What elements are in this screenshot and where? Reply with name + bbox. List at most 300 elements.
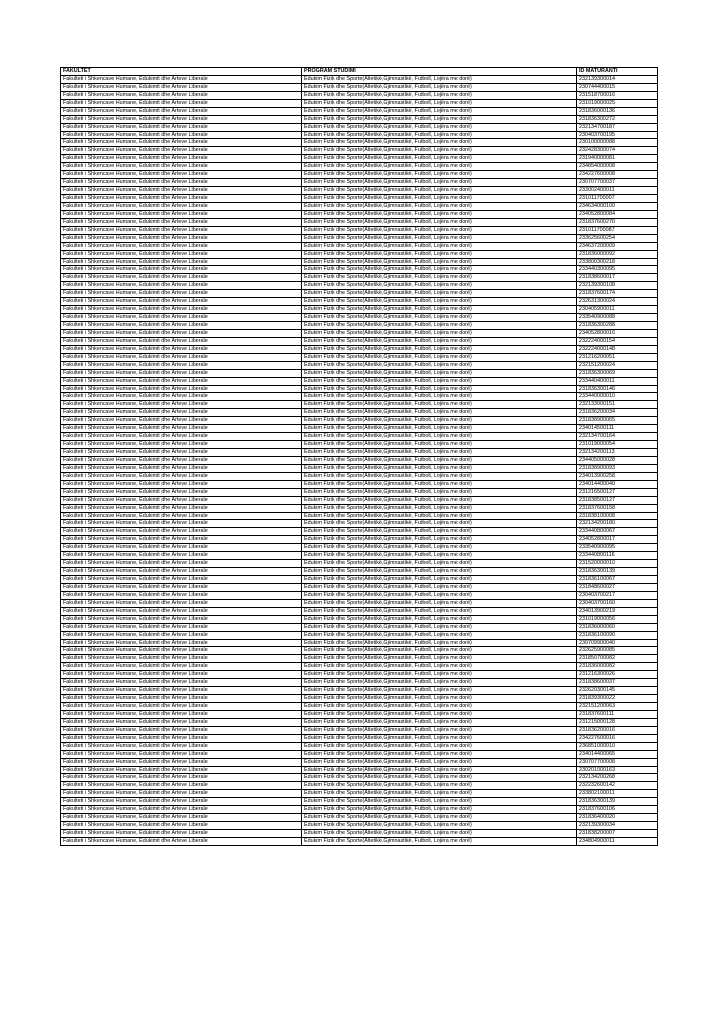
student-id-cell: 231836200016 — [577, 726, 658, 734]
student-id-cell: 233440000010 — [577, 393, 658, 401]
table-row — [61, 210, 658, 218]
faculty-cell: Fakulteti i Shkencave Humane, Edukimit dhe Arteve Liberale — [61, 687, 302, 695]
student-id-cell: 232232600142 — [577, 782, 658, 790]
program-cell: Edukim Fizik dhe Sporte(Atletikë,Gjimnastikë, Futboll, Lojëra me dorë) — [302, 742, 577, 750]
program-cell: Edukim Fizik dhe Sporte(Atletikë,Gjimnastikë, Futboll, Lojëra me dorë) — [302, 337, 577, 345]
faculty-cell: Fakulteti i Shkencave Humane, Edukimit dhe Arteve Liberale — [61, 623, 302, 631]
program-cell: Edukim Fizik dhe Sporte(Atletikë,Gjimnastikë, Futboll, Lojëra me dorë) — [302, 591, 577, 599]
program-cell: Edukim Fizik dhe Sporte(Atletikë,Gjimnastikë, Futboll, Lojëra me dorë) — [302, 790, 577, 798]
program-cell: Edukim Fizik dhe Sporte(Atletikë,Gjimnastikë, Futboll, Lojëra me dorë) — [302, 607, 577, 615]
program-cell: Edukim Fizik dhe Sporte(Atletikë,Gjimnastikë, Futboll, Lojëra me dorë) — [302, 576, 577, 584]
program-cell: Edukim Fizik dhe Sporte(Atletikë,Gjimnastikë, Futboll, Lojëra me dorë) — [302, 758, 577, 766]
faculty-cell: Fakulteti i Shkencave Humane, Edukimit dhe Arteve Liberale — [61, 361, 302, 369]
table-row — [61, 202, 658, 210]
table-row — [61, 91, 658, 99]
faculty-cell: Fakulteti i Shkencave Humane, Edukimit dhe Arteve Liberale — [61, 147, 302, 155]
program-cell: Edukim Fizik dhe Sporte(Atletikë,Gjimnastikë, Futboll, Lojëra me dorë) — [302, 155, 577, 163]
student-id-cell: 234634000100 — [577, 202, 658, 210]
faculty-cell: Fakulteti i Shkencave Humane, Edukimit dhe Arteve Liberale — [61, 822, 302, 830]
faculty-cell: Fakulteti i Shkencave Humane, Edukimit dhe Arteve Liberale — [61, 607, 302, 615]
table-row — [61, 576, 658, 584]
program-cell: Edukim Fizik dhe Sporte(Atletikë,Gjimnastikë, Futboll, Lojëra me dorë) — [302, 631, 577, 639]
student-id-cell: 233540900088 — [577, 314, 658, 322]
student-id-cell: 234052800084 — [577, 210, 658, 218]
program-cell: Edukim Fizik dhe Sporte(Atletikë,Gjimnastikë, Futboll, Lojëra me dorë) — [302, 234, 577, 242]
table-row — [61, 441, 658, 449]
table-row — [61, 830, 658, 838]
student-id-cell: 231518700016 — [577, 91, 658, 99]
student-id-cell: 231019000056 — [577, 615, 658, 623]
student-id-cell: 231836300139 — [577, 798, 658, 806]
table-row — [61, 750, 658, 758]
table-row — [61, 544, 658, 552]
program-cell: Edukim Fizik dhe Sporte(Atletikë,Gjimnastikë, Futboll, Lojëra me dorë) — [302, 306, 577, 314]
program-cell: Edukim Fizik dhe Sporte(Atletikë,Gjimnastikë, Futboll, Lojëra me dorë) — [302, 814, 577, 822]
table-row — [61, 615, 658, 623]
program-cell: Edukim Fizik dhe Sporte(Atletikë,Gjimnastikë, Futboll, Lojëra me dorë) — [302, 568, 577, 576]
student-id-cell: 230403700217 — [577, 591, 658, 599]
table-row — [61, 115, 658, 123]
faculty-cell: Fakulteti i Shkencave Humane, Edukimit dhe Arteve Liberale — [61, 425, 302, 433]
program-cell: Edukim Fizik dhe Sporte(Atletikë,Gjimnastikë, Futboll, Lojëra me dorë) — [302, 837, 577, 845]
table-row — [61, 290, 658, 298]
program-cell: Edukim Fizik dhe Sporte(Atletikë,Gjimnastikë, Futboll, Lojëra me dorë) — [302, 480, 577, 488]
faculty-cell: Fakulteti i Shkencave Humane, Edukimit dhe Arteve Liberale — [61, 123, 302, 131]
student-id-cell: 231838500127 — [577, 496, 658, 504]
faculty-cell: Fakulteti i Shkencave Humane, Edukimit dhe Arteve Liberale — [61, 258, 302, 266]
faculty-cell: Fakulteti i Shkencave Humane, Edukimit dhe Arteve Liberale — [61, 766, 302, 774]
program-cell: Edukim Fizik dhe Sporte(Atletikë,Gjimnastikë, Futboll, Lojëra me dorë) — [302, 417, 577, 425]
student-id-cell: 231838200007 — [577, 830, 658, 838]
faculty-cell: Fakulteti i Shkencave Humane, Edukimit dhe Arteve Liberale — [61, 520, 302, 528]
faculty-cell: Fakulteti i Shkencave Humane, Edukimit dhe Arteve Liberale — [61, 314, 302, 322]
faculty-cell: Fakulteti i Shkencave Humane, Edukimit dhe Arteve Liberale — [61, 774, 302, 782]
program-cell: Edukim Fizik dhe Sporte(Atletikë,Gjimnastikë, Futboll, Lojëra me dorë) — [302, 345, 577, 353]
student-id-cell: 233540900095 — [577, 544, 658, 552]
program-cell: Edukim Fizik dhe Sporte(Atletikë,Gjimnastikë, Futboll, Lojëra me dorë) — [302, 322, 577, 330]
student-id-cell: 232224000148 — [577, 345, 658, 353]
faculty-cell: Fakulteti i Shkencave Humane, Edukimit dhe Arteve Liberale — [61, 782, 302, 790]
faculty-cell: Fakulteti i Shkencave Humane, Edukimit dhe Arteve Liberale — [61, 187, 302, 195]
faculty-cell: Fakulteti i Shkencave Humane, Edukimit dhe Arteve Liberale — [61, 528, 302, 536]
program-cell: Edukim Fizik dhe Sporte(Atletikë,Gjimnastikë, Futboll, Lojëra me dorë) — [302, 560, 577, 568]
faculty-cell: Fakulteti i Shkencave Humane, Edukimit dhe Arteve Liberale — [61, 377, 302, 385]
table-row — [61, 282, 658, 290]
faculty-cell: Fakulteti i Shkencave Humane, Edukimit dhe Arteve Liberale — [61, 107, 302, 115]
faculty-cell: Fakulteti i Shkencave Humane, Edukimit dhe Arteve Liberale — [61, 599, 302, 607]
program-cell: Edukim Fizik dhe Sporte(Atletikë,Gjimnastikë, Futboll, Lojëra me dorë) — [302, 409, 577, 417]
program-cell: Edukim Fizik dhe Sporte(Atletikë,Gjimnastikë, Futboll, Lojëra me dorë) — [302, 726, 577, 734]
faculty-cell: Fakulteti i Shkencave Humane, Edukimit dhe Arteve Liberale — [61, 647, 302, 655]
student-id-cell: 232620300145 — [577, 687, 658, 695]
faculty-cell: Fakulteti i Shkencave Humane, Edukimit dhe Arteve Liberale — [61, 790, 302, 798]
student-id-cell: 234014400065 — [577, 750, 658, 758]
student-id-cell: 234854000008 — [577, 163, 658, 171]
table-row — [61, 306, 658, 314]
program-cell: Edukim Fizik dhe Sporte(Atletikë,Gjimnastikë, Futboll, Lojëra me dorë) — [302, 639, 577, 647]
faculty-cell: Fakulteti i Shkencave Humane, Edukimit dhe Arteve Liberale — [61, 512, 302, 520]
faculty-cell: Fakulteti i Shkencave Humane, Edukimit dhe Arteve Liberale — [61, 496, 302, 504]
program-cell: Edukim Fizik dhe Sporte(Atletikë,Gjimnastikë, Futboll, Lojëra me dorë) — [302, 202, 577, 210]
faculty-cell: Fakulteti i Shkencave Humane, Edukimit dhe Arteve Liberale — [61, 798, 302, 806]
student-id-cell: 232151200063 — [577, 703, 658, 711]
student-id-cell: 231838100008 — [577, 512, 658, 520]
table-row — [61, 171, 658, 179]
student-id-cell: 231848600027 — [577, 583, 658, 591]
faculty-cell: Fakulteti i Shkencave Humane, Edukimit dhe Arteve Liberale — [61, 655, 302, 663]
student-id-cell: 231836100090 — [577, 631, 658, 639]
table-row — [61, 83, 658, 91]
program-cell: Edukim Fizik dhe Sporte(Atletikë,Gjimnastikë, Futboll, Lojëra me dorë) — [302, 242, 577, 250]
table-row — [61, 583, 658, 591]
table-row — [61, 599, 658, 607]
table-row — [61, 425, 658, 433]
program-cell: Edukim Fizik dhe Sporte(Atletikë,Gjimnastikë, Futboll, Lojëra me dorë) — [302, 115, 577, 123]
table-row — [61, 345, 658, 353]
table-row — [61, 242, 658, 250]
program-cell: Edukim Fizik dhe Sporte(Atletikë,Gjimnastikë, Futboll, Lojëra me dorë) — [302, 782, 577, 790]
student-id-cell: 234637200009 — [577, 242, 658, 250]
table-row — [61, 266, 658, 274]
program-cell: Edukim Fizik dhe Sporte(Atletikë,Gjimnastikë, Futboll, Lojëra me dorë) — [302, 75, 577, 83]
faculty-cell: Fakulteti i Shkencave Humane, Edukimit dhe Arteve Liberale — [61, 568, 302, 576]
table-row — [61, 695, 658, 703]
faculty-cell: Fakulteti i Shkencave Humane, Edukimit dhe Arteve Liberale — [61, 837, 302, 845]
faculty-cell: Fakulteti i Shkencave Humane, Edukimit dhe Arteve Liberale — [61, 274, 302, 282]
faculty-cell: Fakulteti i Shkencave Humane, Edukimit dhe Arteve Liberale — [61, 131, 302, 139]
program-cell: Edukim Fizik dhe Sporte(Atletikë,Gjimnastikë, Futboll, Lojëra me dorë) — [302, 123, 577, 131]
program-cell: Edukim Fizik dhe Sporte(Atletikë,Gjimnastikë, Futboll, Lojëra me dorë) — [302, 187, 577, 195]
faculty-cell: Fakulteti i Shkencave Humane, Edukimit dhe Arteve Liberale — [61, 544, 302, 552]
faculty-cell: Fakulteti i Shkencave Humane, Edukimit dhe Arteve Liberale — [61, 663, 302, 671]
faculty-cell: Fakulteti i Shkencave Humane, Edukimit dhe Arteve Liberale — [61, 758, 302, 766]
student-id-cell: 231838900093 — [577, 464, 658, 472]
table-row — [61, 655, 658, 663]
student-id-cell: 231836300288 — [577, 322, 658, 330]
faculty-cell: Fakulteti i Shkencave Humane, Edukimit dhe Arteve Liberale — [61, 615, 302, 623]
faculty-cell: Fakulteti i Shkencave Humane, Edukimit dhe Arteve Liberale — [61, 536, 302, 544]
table-row — [61, 322, 658, 330]
faculty-cell: Fakulteti i Shkencave Humane, Edukimit dhe Arteve Liberale — [61, 353, 302, 361]
program-cell: Edukim Fizik dhe Sporte(Atletikë,Gjimnastikë, Futboll, Lojëra me dorë) — [302, 369, 577, 377]
student-id-cell: 231011700087 — [577, 226, 658, 234]
table-row — [61, 107, 658, 115]
faculty-cell: Fakulteti i Shkencave Humane, Edukimit dhe Arteve Liberale — [61, 210, 302, 218]
faculty-cell: Fakulteti i Shkencave Humane, Edukimit dhe Arteve Liberale — [61, 401, 302, 409]
program-cell: Edukim Fizik dhe Sporte(Atletikë,Gjimnastikë, Futboll, Lojëra me dorë) — [302, 425, 577, 433]
program-cell: Edukim Fizik dhe Sporte(Atletikë,Gjimnastikë, Futboll, Lojëra me dorë) — [302, 663, 577, 671]
student-id-cell: 231011700007 — [577, 195, 658, 203]
program-cell: Edukim Fizik dhe Sporte(Atletikë,Gjimnastikë, Futboll, Lojëra me dorë) — [302, 274, 577, 282]
program-cell: Edukim Fizik dhe Sporte(Atletikë,Gjimnastikë, Futboll, Lojëra me dorë) — [302, 647, 577, 655]
student-id-cell: 231836300139 — [577, 568, 658, 576]
faculty-cell: Fakulteti i Shkencave Humane, Edukimit dhe Arteve Liberale — [61, 726, 302, 734]
program-cell: Edukim Fizik dhe Sporte(Atletikë,Gjimnastikë, Futboll, Lojëra me dorë) — [302, 671, 577, 679]
table-row — [61, 369, 658, 377]
table-row — [61, 488, 658, 496]
faculty-cell: Fakulteti i Shkencave Humane, Edukimit dhe Arteve Liberale — [61, 639, 302, 647]
student-id-cell: 230201000163 — [577, 766, 658, 774]
faculty-cell: Fakulteti i Shkencave Humane, Edukimit dhe Arteve Liberale — [61, 345, 302, 353]
table-row — [61, 687, 658, 695]
table-row — [61, 742, 658, 750]
program-cell: Edukim Fizik dhe Sporte(Atletikë,Gjimnastikë, Futboll, Lojëra me dorë) — [302, 393, 577, 401]
student-id-cell: 231838600037 — [577, 679, 658, 687]
table-row — [61, 837, 658, 845]
student-id-cell: 234013900258 — [577, 472, 658, 480]
table-row — [61, 258, 658, 266]
faculty-cell: Fakulteti i Shkencave Humane, Edukimit dhe Arteve Liberale — [61, 202, 302, 210]
faculty-cell: Fakulteti i Shkencave Humane, Edukimit dhe Arteve Liberale — [61, 385, 302, 393]
student-id-cell: 231850700082 — [577, 655, 658, 663]
program-cell: Edukim Fizik dhe Sporte(Atletikë,Gjimnastikë, Futboll, Lojëra me dorë) — [302, 91, 577, 99]
student-id-cell: 231838600017 — [577, 274, 658, 282]
program-cell: Edukim Fizik dhe Sporte(Atletikë,Gjimnastikë, Futboll, Lojëra me dorë) — [302, 83, 577, 91]
table-row — [61, 631, 658, 639]
student-id-cell: 230403700195 — [577, 131, 658, 139]
table-row — [61, 536, 658, 544]
program-cell: Edukim Fizik dhe Sporte(Atletikë,Gjimnastikë, Futboll, Lojëra me dorë) — [302, 496, 577, 504]
student-id-cell: 232139300034 — [577, 822, 658, 830]
table-row — [61, 274, 658, 282]
student-id-cell: 232631300024 — [577, 298, 658, 306]
table-row — [61, 139, 658, 147]
faculty-cell: Fakulteti i Shkencave Humane, Edukimit dhe Arteve Liberale — [61, 552, 302, 560]
student-id-cell: 231836400020 — [577, 814, 658, 822]
program-cell: Edukim Fizik dhe Sporte(Atletikë,Gjimnastikë, Futboll, Lojëra me dorë) — [302, 750, 577, 758]
student-id-cell: 232139300014 — [577, 75, 658, 83]
faculty-cell: Fakulteti i Shkencave Humane, Edukimit dhe Arteve Liberale — [61, 83, 302, 91]
program-cell: Edukim Fizik dhe Sporte(Atletikë,Gjimnastikë, Futboll, Lojëra me dorë) — [302, 266, 577, 274]
student-id-cell: 234227600008 — [577, 171, 658, 179]
student-id-cell: 233800300218 — [577, 258, 658, 266]
table-row — [61, 329, 658, 337]
faculty-cell: Fakulteti i Shkencave Humane, Edukimit dhe Arteve Liberale — [61, 806, 302, 814]
student-id-cell: 233440800116 — [577, 552, 658, 560]
student-id-cell: 231836200034 — [577, 409, 658, 417]
program-cell: Edukim Fizik dhe Sporte(Atletikë,Gjimnastikë, Futboll, Lojëra me dorë) — [302, 258, 577, 266]
faculty-cell: Fakulteti i Shkencave Humane, Edukimit dhe Arteve Liberale — [61, 393, 302, 401]
table-row — [61, 449, 658, 457]
student-id-cell: 230100000088 — [577, 139, 658, 147]
student-id-cell: 232625900085 — [577, 647, 658, 655]
table-row — [61, 393, 658, 401]
program-cell: Edukim Fizik dhe Sporte(Atletikë,Gjimnastikë, Futboll, Lojëra me dorë) — [302, 433, 577, 441]
student-id-cell: 233440400011 — [577, 377, 658, 385]
table-row — [61, 75, 658, 83]
student-id-cell: 234405000028 — [577, 456, 658, 464]
student-id-cell: 231836300272 — [577, 115, 658, 123]
student-id-cell: 231837600111 — [577, 710, 658, 718]
student-id-cell: 230744400015 — [577, 83, 658, 91]
program-cell: Edukim Fizik dhe Sporte(Atletikë,Gjimnastikë, Futboll, Lojëra me dorë) — [302, 734, 577, 742]
table-row — [61, 734, 658, 742]
student-id-cell: 231836300146 — [577, 385, 658, 393]
faculty-cell: Fakulteti i Shkencave Humane, Edukimit dhe Arteve Liberale — [61, 750, 302, 758]
table-row — [61, 99, 658, 107]
table-row — [61, 187, 658, 195]
student-id-cell: 234804900011 — [577, 837, 658, 845]
table-row — [61, 337, 658, 345]
program-cell: Edukim Fizik dhe Sporte(Atletikë,Gjimnastikë, Futboll, Lojëra me dorë) — [302, 488, 577, 496]
table-row — [61, 409, 658, 417]
program-cell: Edukim Fizik dhe Sporte(Atletikë,Gjimnastikë, Futboll, Lojëra me dorë) — [302, 171, 577, 179]
table-row — [61, 647, 658, 655]
program-cell: Edukim Fizik dhe Sporte(Atletikë,Gjimnastikë, Futboll, Lojëra me dorë) — [302, 385, 577, 393]
student-id-cell: 232134700187 — [577, 123, 658, 131]
program-cell: Edukim Fizik dhe Sporte(Atletikë,Gjimnastikë, Futboll, Lojëra me dorë) — [302, 599, 577, 607]
table-row — [61, 417, 658, 425]
student-id-cell: 231216500127 — [577, 488, 658, 496]
table-row — [61, 464, 658, 472]
program-cell: Edukim Fizik dhe Sporte(Atletikë,Gjimnastikë, Futboll, Lojëra me dorë) — [302, 512, 577, 520]
program-cell: Edukim Fizik dhe Sporte(Atletikë,Gjimnastikë, Futboll, Lojëra me dorë) — [302, 107, 577, 115]
table-row — [61, 163, 658, 171]
program-cell: Edukim Fizik dhe Sporte(Atletikë,Gjimnastikë, Futboll, Lojëra me dorë) — [302, 250, 577, 258]
faculty-cell: Fakulteti i Shkencave Humane, Edukimit dhe Arteve Liberale — [61, 298, 302, 306]
student-id-cell: 230707700037 — [577, 179, 658, 187]
student-id-cell: 231216300026 — [577, 671, 658, 679]
table-row — [61, 798, 658, 806]
student-id-cell: 232134700164 — [577, 433, 658, 441]
faculty-cell: Fakulteti i Shkencave Humane, Edukimit dhe Arteve Liberale — [61, 99, 302, 107]
faculty-cell: Fakulteti i Shkencave Humane, Edukimit dhe Arteve Liberale — [61, 195, 302, 203]
table-row — [61, 314, 658, 322]
student-id-cell: 233440800067 — [577, 528, 658, 536]
program-cell: Edukim Fizik dhe Sporte(Atletikë,Gjimnastikë, Futboll, Lojëra me dorë) — [302, 139, 577, 147]
program-cell: Edukim Fizik dhe Sporte(Atletikë,Gjimnastikë, Futboll, Lojëra me dorë) — [302, 544, 577, 552]
program-cell: Edukim Fizik dhe Sporte(Atletikë,Gjimnastikë, Futboll, Lojëra me dorë) — [302, 536, 577, 544]
student-id-cell: 236851000010 — [577, 742, 658, 750]
program-cell: Edukim Fizik dhe Sporte(Atletikë,Gjimnastikë, Futboll, Lojëra me dorë) — [302, 615, 577, 623]
program-cell: Edukim Fizik dhe Sporte(Atletikë,Gjimnastikë, Futboll, Lojëra me dorë) — [302, 504, 577, 512]
table-row — [61, 726, 658, 734]
faculty-cell: Fakulteti i Shkencave Humane, Edukimit dhe Arteve Liberale — [61, 456, 302, 464]
faculty-cell: Fakulteti i Shkencave Humane, Edukimit dhe Arteve Liberale — [61, 218, 302, 226]
program-cell: Edukim Fizik dhe Sporte(Atletikë,Gjimnastikë, Futboll, Lojëra me dorë) — [302, 361, 577, 369]
table-row — [61, 568, 658, 576]
program-cell: Edukim Fizik dhe Sporte(Atletikë,Gjimnastikë, Futboll, Lojëra me dorë) — [302, 766, 577, 774]
table-row — [61, 806, 658, 814]
student-id-cell: 230707700008 — [577, 758, 658, 766]
table-row — [61, 123, 658, 131]
program-cell: Edukim Fizik dhe Sporte(Atletikë,Gjimnastikë, Futboll, Lojëra me dorë) — [302, 528, 577, 536]
student-id-cell: 231836300069 — [577, 369, 658, 377]
faculty-cell: Fakulteti i Shkencave Humane, Edukimit dhe Arteve Liberale — [61, 591, 302, 599]
student-id-cell: 232151200024 — [577, 361, 658, 369]
table-row — [61, 639, 658, 647]
program-cell: Edukim Fizik dhe Sporte(Atletikë,Gjimnastikë, Futboll, Lojëra me dorë) — [302, 806, 577, 814]
program-cell: Edukim Fizik dhe Sporte(Atletikë,Gjimnastikë, Futboll, Lojëra me dorë) — [302, 353, 577, 361]
faculty-cell: Fakulteti i Shkencave Humane, Edukimit dhe Arteve Liberale — [61, 814, 302, 822]
program-cell: Edukim Fizik dhe Sporte(Atletikë,Gjimnastikë, Futboll, Lojëra me dorë) — [302, 718, 577, 726]
student-id-cell: 231838900065 — [577, 417, 658, 425]
faculty-cell: Fakulteti i Shkencave Humane, Edukimit dhe Arteve Liberale — [61, 710, 302, 718]
faculty-cell: Fakulteti i Shkencave Humane, Edukimit dhe Arteve Liberale — [61, 234, 302, 242]
student-id-cell: 234052800017 — [577, 536, 658, 544]
table-row — [61, 504, 658, 512]
program-cell: Edukim Fizik dhe Sporte(Atletikë,Gjimnastikë, Futboll, Lojëra me dorë) — [302, 290, 577, 298]
table-row — [61, 782, 658, 790]
table-row — [61, 480, 658, 488]
program-cell: Edukim Fizik dhe Sporte(Atletikë,Gjimnastikë, Futboll, Lojëra me dorë) — [302, 195, 577, 203]
faculty-cell: Fakulteti i Shkencave Humane, Edukimit dhe Arteve Liberale — [61, 329, 302, 337]
student-table — [60, 67, 658, 846]
program-cell: Edukim Fizik dhe Sporte(Atletikë,Gjimnastikë, Futboll, Lojëra me dorë) — [302, 147, 577, 155]
student-id-cell: 233440300095 — [577, 266, 658, 274]
student-id-cell: 232224000154 — [577, 337, 658, 345]
student-id-cell: 231216200051 — [577, 353, 658, 361]
faculty-cell: Fakulteti i Shkencave Humane, Edukimit dhe Arteve Liberale — [61, 441, 302, 449]
faculty-cell: Fakulteti i Shkencave Humane, Edukimit dhe Arteve Liberale — [61, 226, 302, 234]
program-cell: Edukim Fizik dhe Sporte(Atletikë,Gjimnastikë, Futboll, Lojëra me dorë) — [302, 472, 577, 480]
student-id-cell: 231019000025 — [577, 99, 658, 107]
student-id-cell: 231839300022 — [577, 695, 658, 703]
student-id-cell: 231837600106 — [577, 806, 658, 814]
header-program: PROGRAM STUDIMI — [302, 68, 577, 76]
faculty-cell: Fakulteti i Shkencave Humane, Edukimit dhe Arteve Liberale — [61, 171, 302, 179]
table-row — [61, 790, 658, 798]
faculty-cell: Fakulteti i Shkencave Humane, Edukimit dhe Arteve Liberale — [61, 718, 302, 726]
table-row — [61, 814, 658, 822]
table-row — [61, 298, 658, 306]
table-row — [61, 663, 658, 671]
program-cell: Edukim Fizik dhe Sporte(Atletikë,Gjimnastikë, Futboll, Lojëra me dorë) — [302, 282, 577, 290]
program-cell: Edukim Fizik dhe Sporte(Atletikë,Gjimnastikë, Futboll, Lojëra me dorë) — [302, 226, 577, 234]
table-row — [61, 496, 658, 504]
student-id-cell: 234227600016 — [577, 734, 658, 742]
faculty-cell: Fakulteti i Shkencave Humane, Edukimit dhe Arteve Liberale — [61, 631, 302, 639]
table-row — [61, 718, 658, 726]
program-cell: Edukim Fizik dhe Sporte(Atletikë,Gjimnastikë, Futboll, Lojëra me dorë) — [302, 377, 577, 385]
table-row — [61, 703, 658, 711]
header-student-id: ID MATURANTI — [577, 68, 658, 76]
program-cell: Edukim Fizik dhe Sporte(Atletikë,Gjimnastikë, Futboll, Lojëra me dorë) — [302, 298, 577, 306]
faculty-cell: Fakulteti i Shkencave Humane, Edukimit dhe Arteve Liberale — [61, 742, 302, 750]
student-id-cell: 231836000082 — [577, 663, 658, 671]
faculty-cell: Fakulteti i Shkencave Humane, Edukimit dhe Arteve Liberale — [61, 480, 302, 488]
table-row — [61, 131, 658, 139]
student-id-cell: 233802100011 — [577, 790, 658, 798]
table-row — [61, 607, 658, 615]
faculty-cell: Fakulteti i Shkencave Humane, Edukimit dhe Arteve Liberale — [61, 306, 302, 314]
student-id-cell: 234014400040 — [577, 480, 658, 488]
student-id-cell: 231836000092 — [577, 250, 658, 258]
faculty-cell: Fakulteti i Shkencave Humane, Edukimit dhe Arteve Liberale — [61, 282, 302, 290]
faculty-cell: Fakulteti i Shkencave Humane, Edukimit dhe Arteve Liberale — [61, 830, 302, 838]
table-row — [61, 679, 658, 687]
program-cell: Edukim Fizik dhe Sporte(Atletikë,Gjimnastikë, Futboll, Lojëra me dorë) — [302, 163, 577, 171]
student-id-cell: 230403700160 — [577, 599, 658, 607]
table-row — [61, 710, 658, 718]
program-cell: Edukim Fizik dhe Sporte(Atletikë,Gjimnastikë, Futboll, Lojëra me dorë) — [302, 798, 577, 806]
faculty-cell: Fakulteti i Shkencave Humane, Edukimit dhe Arteve Liberale — [61, 576, 302, 584]
student-id-cell: 231837600174 — [577, 290, 658, 298]
faculty-cell: Fakulteti i Shkencave Humane, Edukimit dhe Arteve Liberale — [61, 266, 302, 274]
table-row — [61, 560, 658, 568]
faculty-cell: Fakulteti i Shkencave Humane, Edukimit dhe Arteve Liberale — [61, 115, 302, 123]
table-row — [61, 361, 658, 369]
student-id-cell: 232134200268 — [577, 774, 658, 782]
table-row — [61, 218, 658, 226]
program-cell: Edukim Fizik dhe Sporte(Atletikë,Gjimnastikë, Futboll, Lojëra me dorë) — [302, 401, 577, 409]
table-row — [61, 472, 658, 480]
faculty-cell: Fakulteti i Shkencave Humane, Edukimit dhe Arteve Liberale — [61, 433, 302, 441]
program-cell: Edukim Fizik dhe Sporte(Atletikë,Gjimnastikë, Futboll, Lojëra me dorë) — [302, 99, 577, 107]
faculty-cell: Fakulteti i Shkencave Humane, Edukimit dhe Arteve Liberale — [61, 679, 302, 687]
faculty-cell: Fakulteti i Shkencave Humane, Edukimit dhe Arteve Liberale — [61, 91, 302, 99]
faculty-cell: Fakulteti i Shkencave Humane, Edukimit dhe Arteve Liberale — [61, 290, 302, 298]
